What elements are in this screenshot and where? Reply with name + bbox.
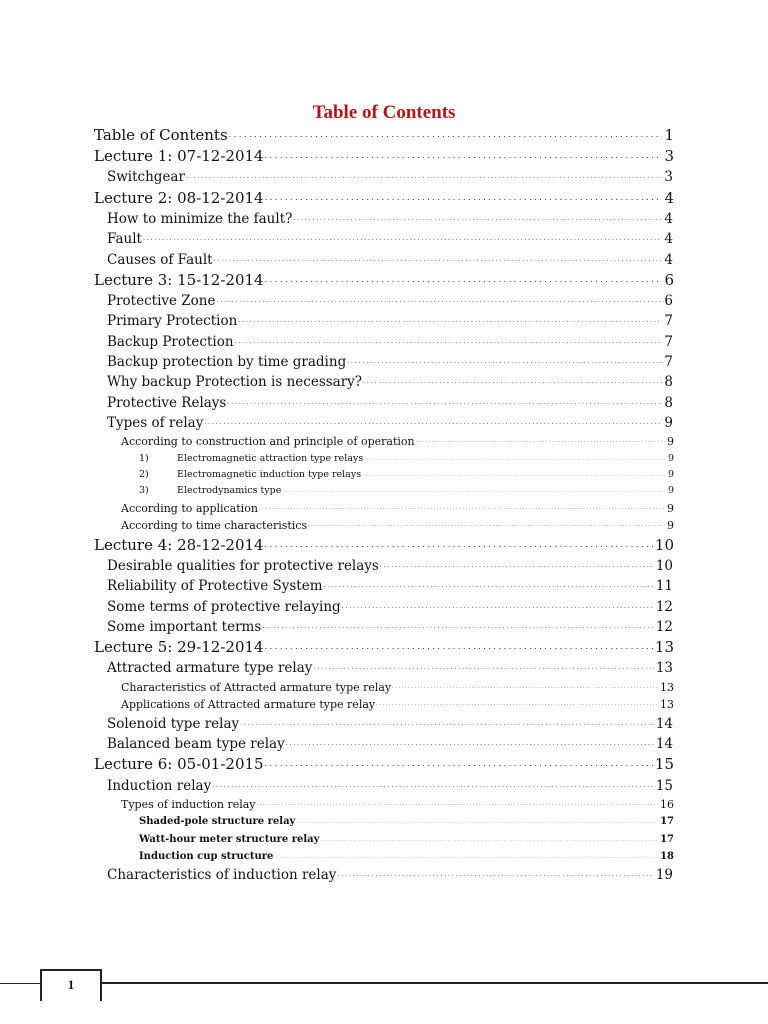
toc-entry-text <box>107 209 293 229</box>
toc-entry-page: 15 <box>654 755 674 774</box>
toc-dot-leader <box>324 576 654 596</box>
toc-entry-text <box>107 311 238 331</box>
toc-dot-leader <box>265 754 653 774</box>
toc-entry-text <box>107 776 212 796</box>
footer-page-box <box>40 969 102 1001</box>
toc-dot-leader <box>262 617 654 637</box>
toc-entry-text <box>121 796 257 813</box>
toc-entry-label: Balanced beam type relay <box>107 736 285 752</box>
toc-entry-label: Lecture 5: 29-12-2014 <box>94 638 264 657</box>
toc-dot-leader <box>286 734 654 754</box>
toc-entry-page: 9 <box>667 435 674 449</box>
toc-entry-label: Reliability of Protective System <box>107 578 323 595</box>
toc-entry-page: 3 <box>664 169 673 186</box>
toc-entry-text <box>107 597 342 617</box>
toc-entry-label: Lecture 3: 15-12-2014 <box>94 270 264 289</box>
toc-entry-label: Primary Protection <box>107 313 238 330</box>
toc-entry[interactable] <box>107 372 673 392</box>
toc-entry-page: 13 <box>660 698 674 712</box>
toc-entry-page: 4 <box>664 231 673 248</box>
toc-entry-label: Shaded-pole structure relay <box>139 816 296 828</box>
toc-dot-leader <box>265 188 663 208</box>
toc-entry-text <box>139 451 364 467</box>
toc-entry[interactable] <box>94 535 674 555</box>
toc-entry-text <box>107 372 363 392</box>
toc-entry-text <box>107 865 337 885</box>
toc-title: Table of Contents <box>312 102 456 123</box>
toc-entry-text <box>121 500 259 517</box>
toc-entry-text <box>107 576 324 596</box>
toc-dot-leader <box>362 467 666 483</box>
toc-entry-label: Causes of Fault <box>107 251 213 268</box>
toc-dot-leader <box>296 813 658 830</box>
toc-entry-label: Lecture 2: 08-12-2014 <box>94 188 264 207</box>
toc-entry-text <box>121 517 308 534</box>
toc-entry-label: Why backup Protection is necessary? <box>107 374 363 391</box>
toc-entry[interactable] <box>107 209 673 229</box>
toc-entry-label: Some terms of protective relaying <box>107 598 341 615</box>
toc-entry[interactable] <box>107 556 673 576</box>
toc-entry[interactable] <box>107 250 673 270</box>
toc-entry-page: 17 <box>660 816 674 828</box>
toc-entry-text <box>94 146 265 166</box>
toc-dot-leader <box>227 393 662 413</box>
toc-entry-label: Electrodynamics type <box>177 485 282 497</box>
toc-entry-page: 16 <box>660 797 674 811</box>
toc-dot-leader <box>265 535 653 555</box>
toc-entry-text <box>107 229 143 249</box>
toc-entry-label: Applications of Attracted armature type relay <box>121 698 376 712</box>
toc-dot-leader <box>282 483 666 499</box>
toc-entry-page: 13 <box>655 660 673 677</box>
toc-entry-label: Types of induction relay <box>121 797 256 811</box>
toc-entry-page: 8 <box>664 394 673 411</box>
toc-entry[interactable] <box>107 776 673 796</box>
footer-rule-thick <box>100 982 768 984</box>
toc-entry[interactable] <box>107 291 673 311</box>
toc-entry-page: 7 <box>664 353 673 370</box>
footer-page-number: 1 <box>67 977 75 992</box>
toc-entry[interactable] <box>94 125 674 145</box>
toc-dot-leader <box>229 125 663 145</box>
toc-entry-page: 12 <box>655 598 673 615</box>
toc-dot-leader <box>212 776 654 796</box>
toc-entry-label: Fault <box>107 231 142 248</box>
toc-entry-label: Characteristics of induction relay <box>107 866 337 883</box>
toc-entry-label: Induction relay <box>107 777 212 794</box>
toc-dot-leader <box>143 229 662 249</box>
toc-entry[interactable] <box>139 467 674 483</box>
toc-entry[interactable] <box>107 229 673 249</box>
toc-entry-page: 6 <box>664 270 674 289</box>
toc-entry-label: Lecture 6: 05-01-2015 <box>94 755 264 774</box>
toc-entry-label: Protective Zone <box>107 293 216 309</box>
toc-entry-label: Induction cup structure <box>139 850 274 862</box>
toc-entry[interactable] <box>107 617 673 637</box>
toc-entry-label: Attracted armature type relay <box>107 660 313 677</box>
toc-entry-label: According to construction and principle of operation <box>121 435 415 449</box>
toc-entry-page: 3 <box>664 147 674 166</box>
toc-entry-page: 7 <box>664 333 673 350</box>
toc-entry-text <box>107 413 204 433</box>
toc-entry-text <box>139 831 320 848</box>
toc-entry[interactable] <box>107 734 673 754</box>
toc-entry-text <box>107 250 214 270</box>
toc-entry-label: Desirable qualities for protective relays <box>107 558 379 574</box>
toc-dot-leader <box>293 209 662 229</box>
toc-entry-text <box>107 332 235 352</box>
toc-entry-text <box>121 433 416 450</box>
toc-entry[interactable] <box>107 576 673 596</box>
toc-entry[interactable] <box>121 696 674 713</box>
toc-entry-text <box>94 125 229 145</box>
toc-entry-text <box>107 617 262 637</box>
toc-entry-label: Table of Contents <box>94 126 228 144</box>
toc-entry-text <box>107 658 313 678</box>
toc-dot-leader <box>376 696 658 713</box>
toc-dot-leader <box>347 352 662 372</box>
toc-dot-leader <box>320 831 658 848</box>
toc-entry[interactable] <box>94 188 674 208</box>
toc-dot-leader <box>363 372 662 392</box>
toc-entry-text <box>121 696 376 713</box>
toc-entry-page: 10 <box>655 558 673 574</box>
toc-dot-leader <box>216 291 662 311</box>
toc-entry[interactable] <box>121 796 674 813</box>
toc-dot-leader <box>240 714 654 734</box>
toc-dot-leader <box>308 517 665 534</box>
toc-entry-label: According to time characteristics <box>121 519 308 533</box>
toc-entry-page: 14 <box>655 715 673 732</box>
toc-entry[interactable] <box>107 413 673 433</box>
toc-entry[interactable] <box>107 865 673 885</box>
toc-entry[interactable] <box>107 167 673 187</box>
toc-entry-text <box>94 637 265 657</box>
toc-entry-page: 10 <box>654 535 674 554</box>
toc-entry-page: 9 <box>667 469 674 480</box>
toc-entry-page: 9 <box>664 414 673 431</box>
toc-entry-page: 14 <box>655 736 673 752</box>
toc-entry-page: 8 <box>664 374 673 391</box>
toc-entry-number: 2) <box>139 469 149 480</box>
toc-entry[interactable] <box>107 352 673 372</box>
toc-dot-leader <box>337 865 653 885</box>
toc-entry[interactable] <box>94 754 674 774</box>
toc-entry-label: Lecture 1: 07-12-2014 <box>94 147 264 166</box>
toc-entry-label: Switchgear <box>107 169 185 186</box>
toc-entry-text <box>139 467 362 483</box>
toc-dot-leader <box>204 413 662 433</box>
toc-entry[interactable] <box>107 311 673 331</box>
toc-entry-label: How to minimize the fault? <box>107 210 293 227</box>
toc-entry-text <box>94 535 265 555</box>
toc-entry[interactable] <box>94 146 674 166</box>
toc-dot-leader <box>380 556 654 576</box>
toc-entry-text <box>107 714 240 734</box>
toc-entry-label: Characteristics of Attracted armature type relay <box>121 680 392 694</box>
toc-entry[interactable] <box>107 597 673 617</box>
toc-entry-text <box>139 813 296 830</box>
toc-entry-text <box>107 167 186 187</box>
toc-entry[interactable] <box>107 332 673 352</box>
toc-entry-page: 12 <box>655 618 673 635</box>
toc-dot-leader <box>214 250 663 270</box>
toc-dot-leader <box>265 146 663 166</box>
toc-entry-label: Electromagnetic attraction type relays <box>177 452 364 464</box>
toc-dot-leader <box>364 451 666 467</box>
toc-entry-page: 18 <box>660 850 674 862</box>
toc-entry-label: Backup protection by time grading <box>107 353 347 370</box>
toc-entry-text <box>139 848 274 865</box>
toc-entry[interactable] <box>121 500 674 517</box>
toc-dot-leader <box>259 500 665 517</box>
toc-dot-leader <box>265 637 653 657</box>
toc-entry-page: 15 <box>655 777 673 794</box>
toc-entry[interactable] <box>94 270 674 290</box>
toc-dot-leader <box>274 848 658 865</box>
toc-entry-text <box>107 291 216 311</box>
toc-entry-page: 9 <box>667 519 674 533</box>
toc-entry-number: 3) <box>139 485 149 497</box>
toc-dot-leader <box>313 658 653 678</box>
toc-entry-page: 9 <box>667 452 674 464</box>
toc-dot-leader <box>416 433 665 450</box>
toc-dot-leader <box>392 679 658 696</box>
toc-entry-page: 13 <box>660 680 674 694</box>
toc-entry[interactable] <box>107 658 673 678</box>
toc-entry-label: Types of relay <box>107 414 204 431</box>
toc-entry-number: 1) <box>139 452 149 464</box>
toc-entry-text <box>107 556 380 576</box>
toc-entry[interactable] <box>94 637 674 657</box>
toc-entry-text <box>94 188 265 208</box>
toc-entry-page: 6 <box>664 293 673 309</box>
toc-entry-page: 17 <box>660 833 674 845</box>
toc-entry[interactable] <box>121 517 674 534</box>
toc-entry-page: 7 <box>664 313 673 330</box>
toc-entry-label: Some important terms <box>107 618 262 635</box>
toc-entry-page: 4 <box>664 210 673 227</box>
toc-entry[interactable] <box>107 714 673 734</box>
toc-entry-label: Electromagnetic induction type relays <box>177 469 362 480</box>
toc-entry-label: Protective Relays <box>107 394 227 411</box>
toc-entry-text <box>94 754 265 774</box>
toc-entry-page: 11 <box>655 578 673 595</box>
toc-dot-leader <box>342 597 654 617</box>
toc-entry-text <box>107 734 286 754</box>
toc-dot-leader <box>235 332 663 352</box>
toc-dot-leader <box>186 167 662 187</box>
toc-dot-leader <box>265 270 663 290</box>
toc-entry[interactable] <box>139 848 674 865</box>
toc-entry[interactable] <box>139 831 674 848</box>
toc-dot-leader <box>257 796 658 813</box>
toc-entry-text <box>107 393 227 413</box>
toc-entry-label: Watt-hour meter structure relay <box>139 833 320 845</box>
toc-entry-label: According to application <box>121 501 258 515</box>
toc-dot-leader <box>238 311 662 331</box>
toc-entry[interactable] <box>121 433 674 450</box>
toc-entry[interactable] <box>121 679 674 696</box>
toc-entry-text <box>94 270 265 290</box>
toc-entry-page: 13 <box>654 638 674 657</box>
toc-entry-page: 4 <box>664 188 674 207</box>
toc-entry-label: Backup Protection <box>107 333 234 350</box>
toc-entry-text <box>121 679 392 696</box>
toc-entry-label: Solenoid type relay <box>107 715 240 732</box>
toc-entry-page: 9 <box>667 501 674 515</box>
toc-entry[interactable] <box>139 813 674 830</box>
toc-entry-page: 4 <box>664 251 673 268</box>
toc-entry-page: 1 <box>664 126 674 144</box>
toc-entry-text <box>107 352 347 372</box>
toc-entry-text <box>139 483 282 499</box>
toc-entry[interactable] <box>139 483 674 499</box>
toc-entry[interactable] <box>139 451 674 467</box>
toc-entry-page: 19 <box>655 866 673 883</box>
toc-entry-label: Lecture 4: 28-12-2014 <box>94 535 264 554</box>
toc-entry-page: 9 <box>667 485 674 497</box>
toc-entry[interactable] <box>107 393 673 413</box>
